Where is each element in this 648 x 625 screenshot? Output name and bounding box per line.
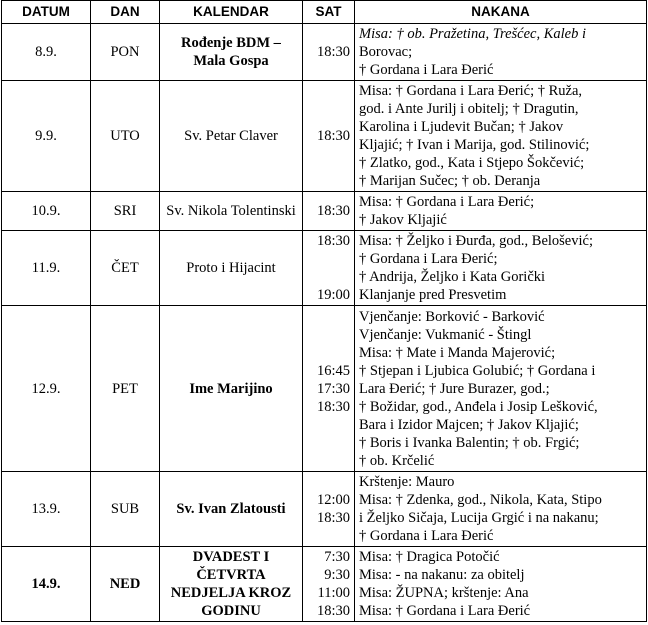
date-cell: 8.9.: [2, 24, 91, 81]
header-datum: DATUM: [2, 1, 91, 24]
time-cell: [303, 24, 355, 81]
date-cell: 11.9.: [2, 231, 91, 306]
intention-line: † Marijan Sučec; † ob. Deranja: [359, 173, 541, 189]
date-cell: 14.9.: [2, 547, 91, 622]
header-sat: SAT: [303, 1, 355, 24]
time-cell: [303, 306, 355, 472]
date-cell: 13.9.: [2, 472, 91, 547]
day-cell: SRI: [91, 192, 160, 231]
intention-line: Kljajić; † Ivan i Marija, god. Stilinović;: [359, 137, 590, 153]
day-cell: PET: [91, 306, 160, 472]
time-entry: 18:30: [316, 510, 350, 526]
time-cell: [303, 231, 355, 306]
time-entry: 18:30: [316, 398, 350, 415]
time-cell: [303, 547, 355, 622]
calendar-cell: Sv. Ivan Zlatousti: [160, 472, 303, 547]
intention-line: Bara i Izidor Majcen; † Jakov Kljajić;: [359, 416, 579, 433]
intention-line: i Željko Sičaja, Lucija Grgić i na nakanu;: [359, 510, 599, 526]
calendar-cell: Ime Marijino: [160, 306, 303, 472]
intention-cell: [355, 81, 647, 192]
header-kalendar: KALENDAR: [160, 1, 303, 24]
time-entry: 18:30: [316, 233, 350, 249]
time-entry: 17:30: [316, 380, 350, 397]
calendar-cell: Proto i Hijacint: [160, 231, 303, 306]
time-entry: 11:00: [317, 585, 350, 601]
intention-cell: [355, 231, 647, 306]
mass-schedule-table: [1, 0, 647, 622]
intention-line: Vjenčanje: Vukmanić - Štingl: [359, 326, 532, 343]
header-nakana: NAKANA: [355, 1, 647, 24]
time-entry: 9:30: [324, 567, 350, 583]
intention-line: † Jakov Kljajić: [359, 212, 447, 228]
time-entry: 18:30: [316, 603, 350, 619]
time-cell: [303, 81, 355, 192]
calendar-cell: Sv. Petar Claver: [160, 81, 303, 192]
day-cell: PON: [91, 24, 160, 81]
date-cell: 9.9.: [2, 81, 91, 192]
date-cell: 12.9.: [2, 306, 91, 472]
intention-line: † Božidar, god., Anđela i Josip Lešković,: [359, 398, 598, 415]
table-row: [2, 81, 647, 192]
intention-line: Klanjanje pred Presvetim: [359, 287, 507, 303]
intention-line: Misa: † Gordana i Lara Đerić;: [359, 194, 535, 210]
intention-line: Misa: ŽUPNA; krštenje: Ana: [359, 585, 529, 601]
intention-line: † Zlatko, god., Kata i Stjepo Šokčević;: [359, 155, 585, 171]
intention-line: Krštenje: Mauro: [359, 474, 455, 490]
intention-cell: [355, 472, 647, 547]
intention-line: Borovac;: [359, 44, 413, 60]
calendar-cell: Sv. Nikola Tolentinski: [160, 192, 303, 231]
day-cell: ČET: [91, 231, 160, 306]
intention-line: Misa: † Zdenka, god., Nikola, Kata, Stipo: [359, 492, 602, 508]
time-entry: 19:00: [316, 287, 350, 303]
header-row: [2, 1, 647, 24]
intention-line: † Andrija, Željko i Kata Gorički: [359, 269, 546, 285]
table-row: [2, 192, 647, 231]
table-row: [2, 547, 647, 622]
intention-line: Misa: † Gordana i Lara Đerić; † Ruža,: [359, 83, 583, 99]
day-cell: SUB: [91, 472, 160, 547]
time-entry: 18:30: [316, 44, 350, 60]
intention-cell: [355, 547, 647, 622]
intention-cell: [355, 24, 647, 81]
intention-line: † ob. Krčelić: [359, 452, 435, 469]
time-entry: 12:00: [316, 492, 350, 508]
time-entry: 18:30: [316, 203, 350, 219]
intention-line: Lara Đerić; † Jure Burazer, god.;: [359, 380, 550, 397]
table-row: [2, 24, 647, 81]
date-cell: 10.9.: [2, 192, 91, 231]
time-cell: [303, 472, 355, 547]
table-row: [2, 306, 647, 472]
calendar-cell: Rođenje BDM – Mala Gospa: [160, 24, 303, 81]
intention-line: Misa: - na nakanu: za obitelj: [359, 567, 525, 583]
intention-cell: [355, 192, 647, 231]
intention-line: † Boris i Ivanka Balentin; † ob. Frgić;: [359, 434, 580, 451]
time-entry: 18:30: [316, 128, 350, 144]
intention-line: Misa: † ob. Pražetina, Trešćec, Kaleb i: [359, 26, 587, 42]
intention-line: † Gordana i Lara Đerić: [359, 62, 494, 78]
time-entry: 7:30: [324, 549, 350, 565]
intention-line: god. i Ante Jurilj i obitelj; † Dragutin,: [359, 101, 579, 117]
intention-line: † Stjepan i Ljubica Golubić; † Gordana i: [359, 362, 596, 379]
intention-line: † Gordana i Lara Đerić: [359, 528, 494, 544]
calendar-cell: DVADEST I ČETVRTA NEDJELJA KROZ GODINU: [160, 547, 303, 622]
intention-line: Misa: † Dragica Potočić: [359, 549, 500, 565]
intention-line: Misa: † Gordana i Lara Đerić: [359, 603, 531, 619]
day-cell: NED: [91, 547, 160, 622]
intention-line: Misa: † Mate i Manda Majerović;: [359, 344, 556, 361]
intention-line: Misa: † Željko i Đurđa, god., Belošević;: [359, 233, 593, 249]
header-dan: DAN: [91, 1, 160, 24]
time-entry: 16:45: [316, 362, 350, 379]
time-cell: [303, 192, 355, 231]
intention-line: Karolina i Ljudevit Bučan; † Jakov: [359, 119, 564, 135]
intention-line: Vjenčanje: Borković - Barković: [359, 308, 545, 325]
intention-cell: [355, 306, 647, 472]
table-row: [2, 472, 647, 547]
day-cell: UTO: [91, 81, 160, 192]
intention-line: † Gordana i Lara Đerić;: [359, 251, 498, 267]
table-row: [2, 231, 647, 306]
